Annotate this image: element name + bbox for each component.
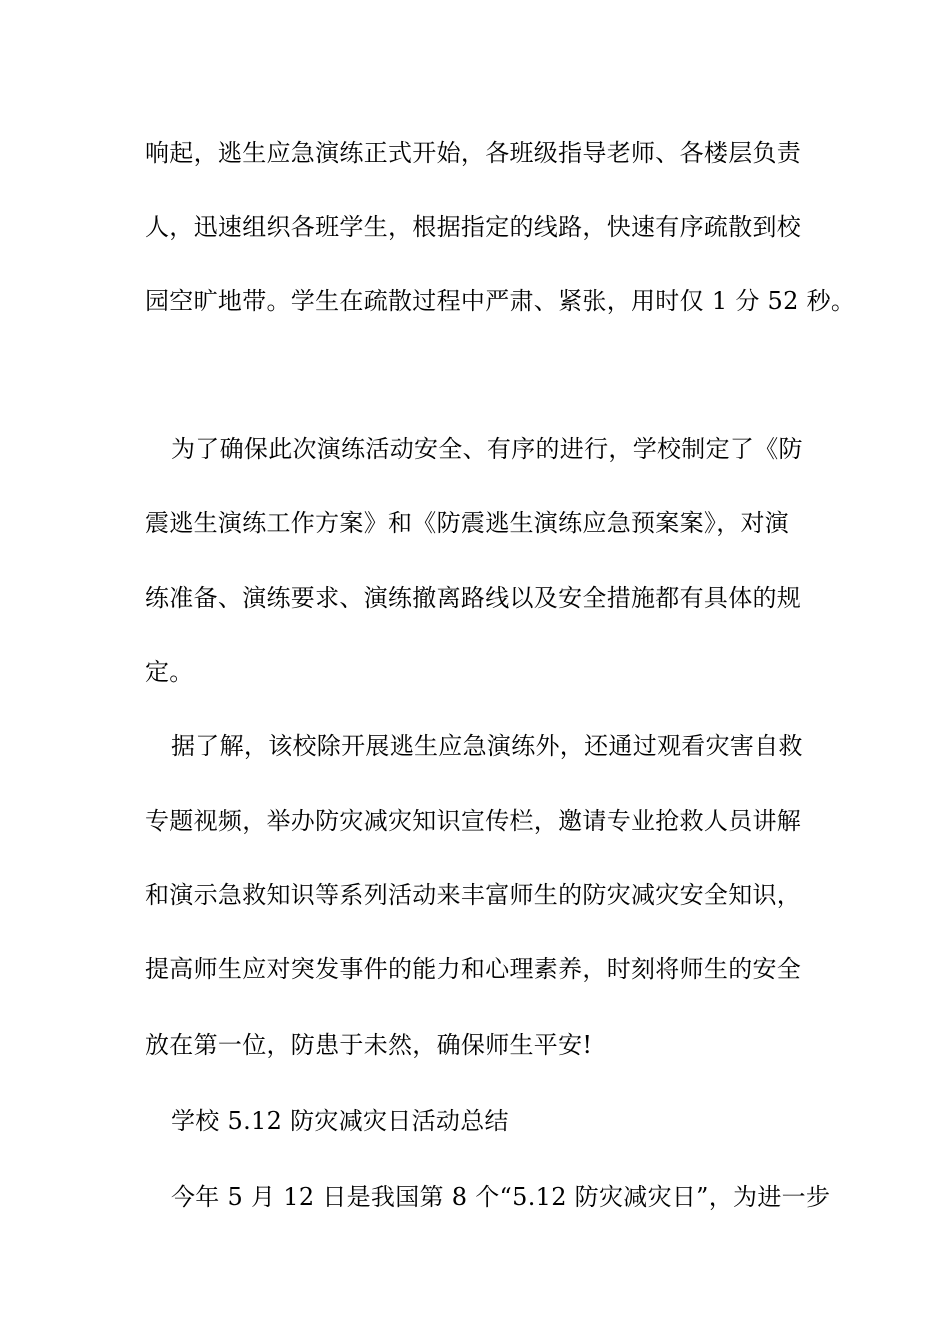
section-heading: 学校 5.12 防灾减灾日活动总结 [171, 1107, 509, 1135]
text-line: 人，迅速组织各班学生，根据指定的线路，快速有序疏散到校 [145, 213, 802, 241]
text-line: 提高师生应对突发事件的能力和心理素养，时刻将师生的安全 [145, 955, 802, 983]
text-line: 响起，逃生应急演练正式开始，各班级指导老师、各楼层负责 [145, 139, 802, 167]
text-line: 园空旷地带。学生在疏散过程中严肃、紧张，用时仅 1 分 52 秒。 [145, 287, 856, 315]
text-line: 和演示急救知识等系列活动来丰富师生的防灾减灾安全知识， [145, 881, 802, 909]
text-line: 定。 [145, 658, 194, 686]
text-line: 据了解，该校除开展逃生应急演练外，还通过观看灾害自救 [171, 732, 803, 760]
text-line: 为了确保此次演练活动安全、有序的进行，学校制定了《防 [171, 435, 803, 463]
text-line: 练准备、演练要求、演练撤离路线以及安全措施都有具体的规 [145, 584, 802, 612]
text-line: 专题视频，举办防灾减灾知识宣传栏，邀请专业抢救人员讲解 [145, 807, 802, 835]
text-line: 放在第一位，防患于未然，确保师生平安! [145, 1031, 593, 1059]
text-line: 今年 5 月 12 日是我国第 8 个“5.12 防灾减灾日”，为进一步 [171, 1183, 831, 1211]
text-line: 震逃生演练工作方案》和《防震逃生演练应急预案案》，对演 [145, 509, 790, 537]
